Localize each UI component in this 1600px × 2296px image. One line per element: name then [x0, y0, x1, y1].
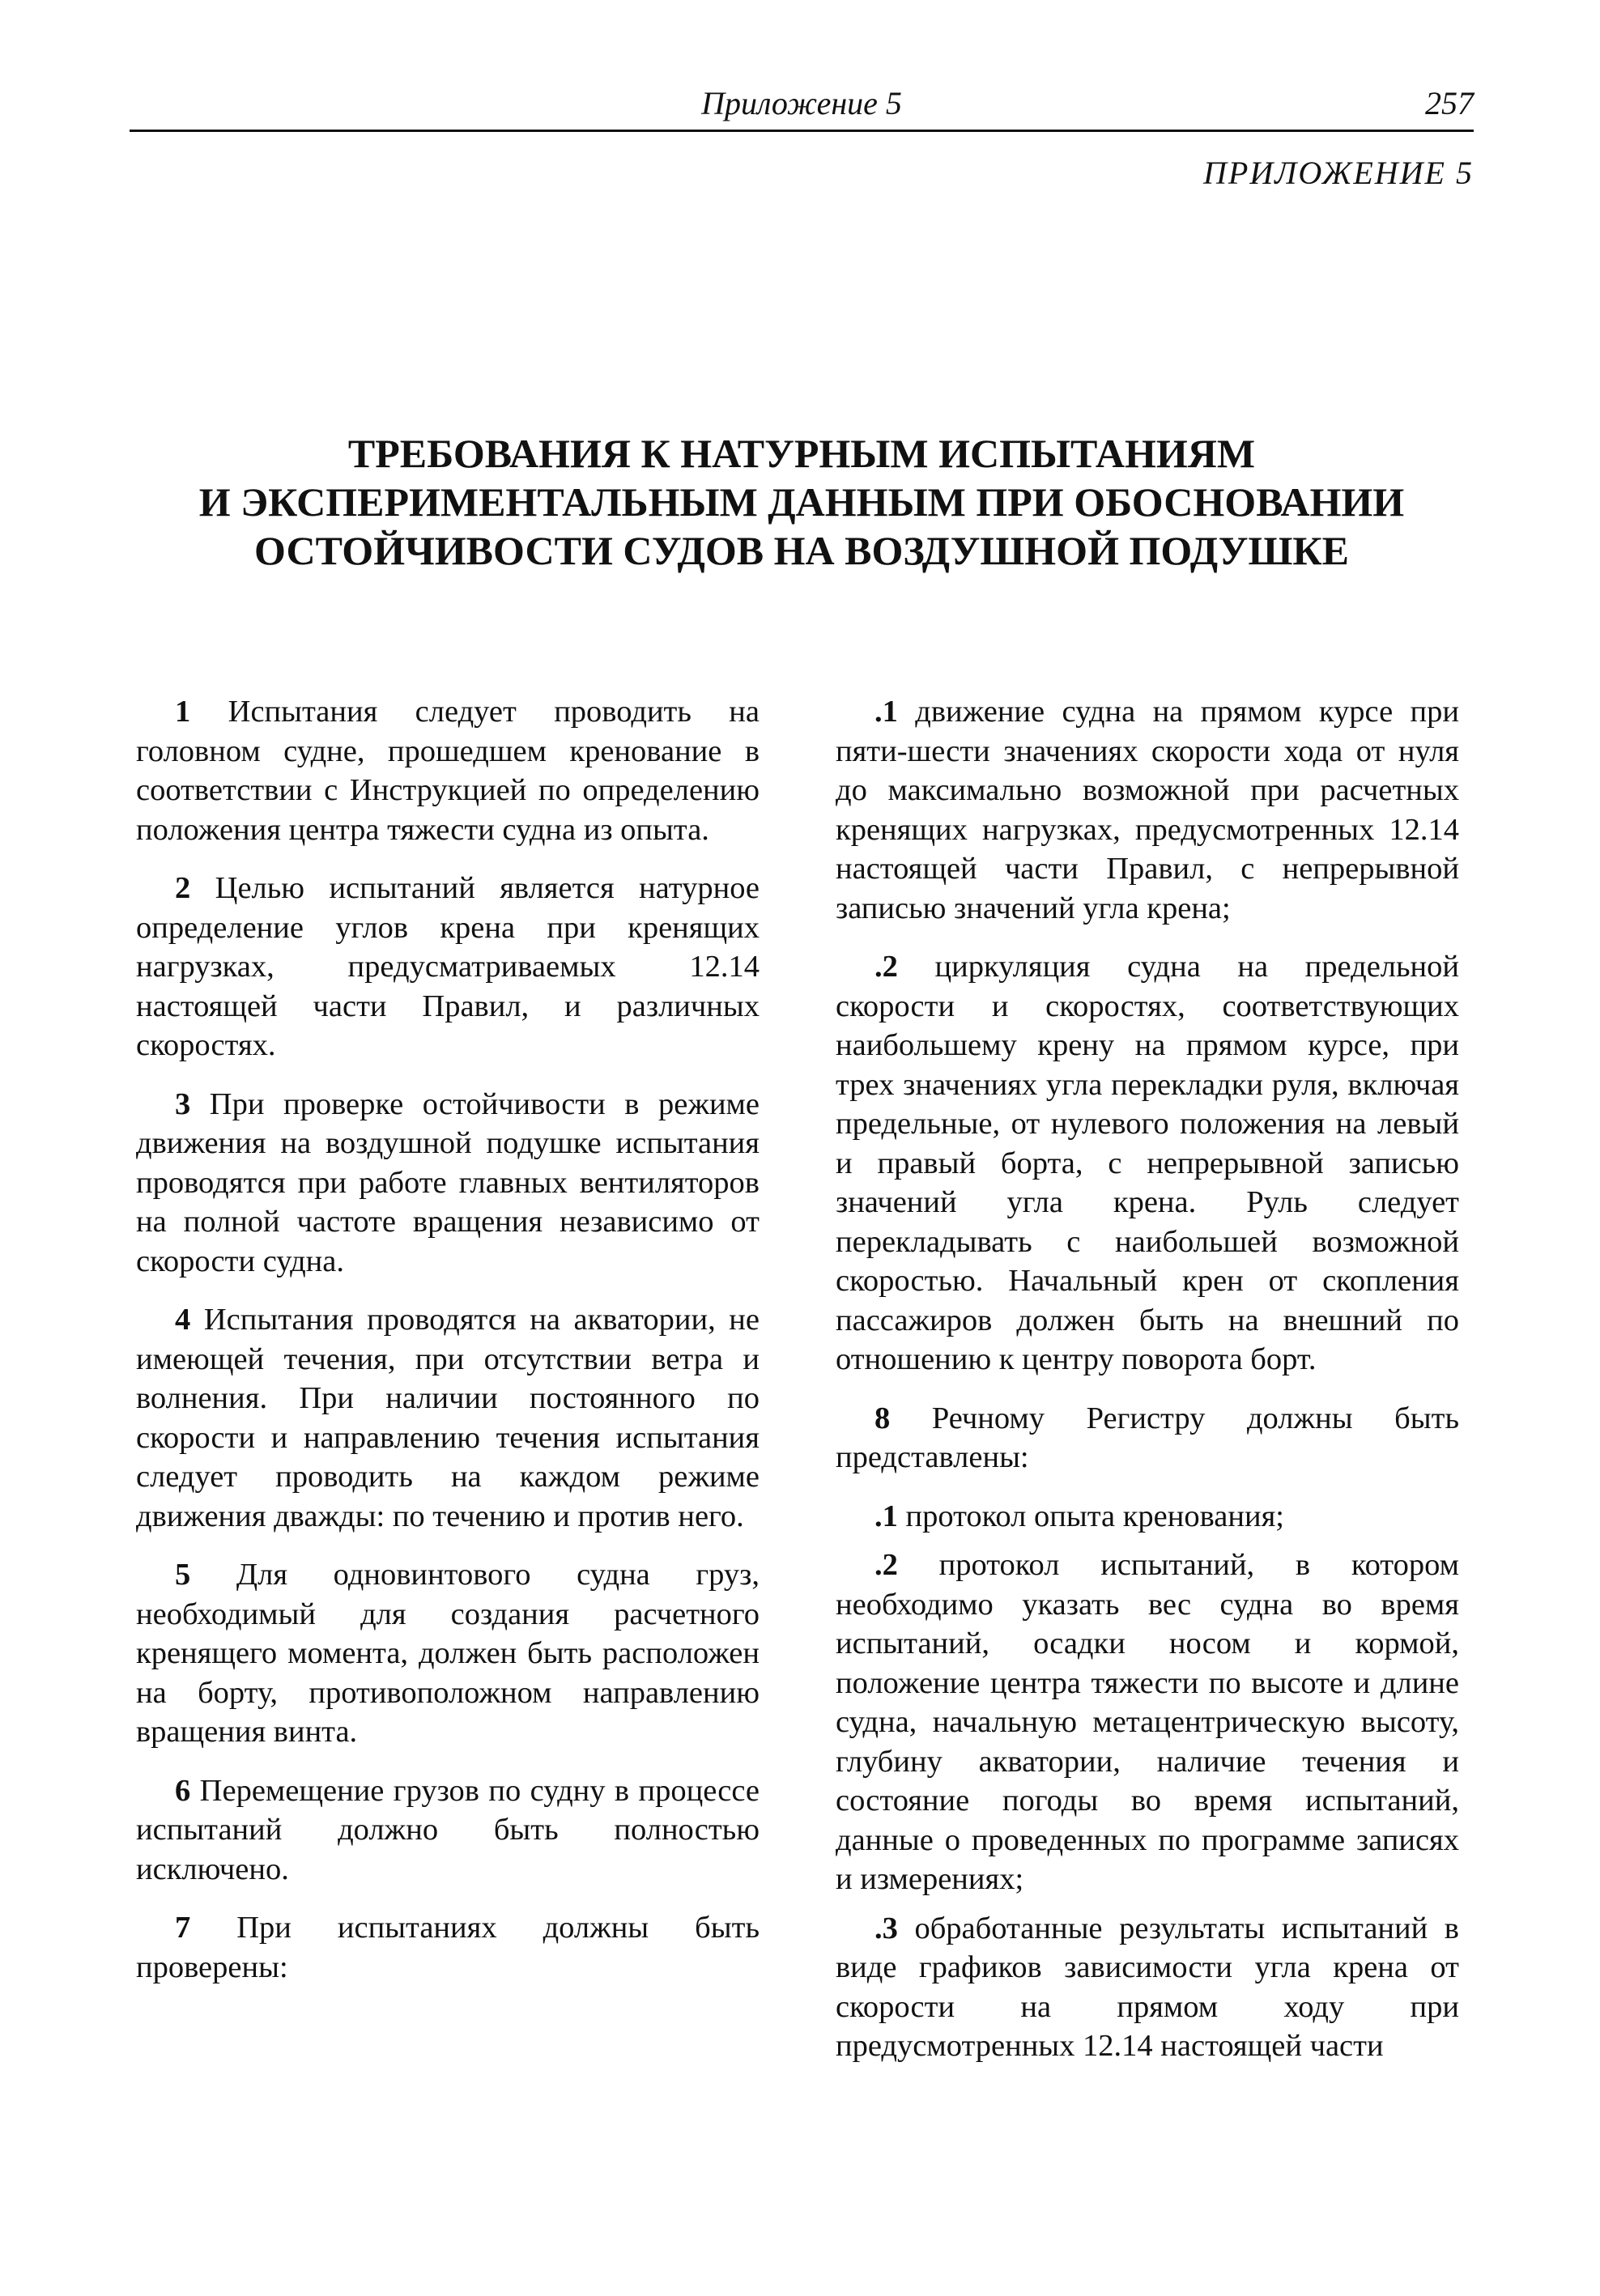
running-title: Приложение 5	[701, 85, 902, 121]
clause-8: 8 Речному Регистру должны быть представлены:	[836, 1401, 1459, 1474]
right-column	[836, 692, 1459, 2076]
clause-5: 5 Для одновинтового судна груз, необходимый для создания расчетного кренящего момента, должен быть расположен на борту, противоположном направлению вращения винта.	[136, 1558, 760, 1749]
title-line: И ЭКСПЕРИМЕНТАЛЬНЫМ ДАННЫМ ПРИ ОБОСНОВАНИИ	[198, 479, 1405, 525]
running-header	[130, 81, 1474, 132]
document-title	[130, 429, 1474, 575]
page-number: 257	[1425, 85, 1474, 121]
subclause-8-2: .2 протокол испытаний, в котором необходимо указать вес судна во время испытаний, осадки носом и кормой, положение центра тяжести по высоте и длине судна, начальную метацентрическую высоту, глубину акватории, наличие течения и состояние погоды во время испытаний, данные о проведенных по программе записях и измерениях;	[836, 1548, 1460, 1896]
clause-4: 4 Испытания проводятся на акватории, не имеющей течения, при отсутствии ветра и волнения. При наличии постоянного по скорости и направлению течения испытания следует проводить на каждом режиме движения дважды: по течению и против него.	[136, 1303, 760, 1533]
clause-1: 1 Испытания следует проводить на головном судне, прошедшем кренование в соответствии с Инструкцией по определению положения центра тяжести судна из опыта.	[136, 695, 760, 847]
subclause-7-2: .2 циркуляция судна на предельной скорости и скоростях, соответствующих наибольшему крену на прямом курсе, при трех значениях угла перекладки руля, включая предельные, от нулевого положения на левый и правый борта, с непрерывной записью значений угла крена. Руль следует перекладывать с наибольшей возможной скоростью. Начальный крен от скопления пассажиров должен быть на внешний по отношению к центру поворота борт.	[836, 950, 1460, 1376]
subclause-8-3: .3 обработанные результаты испытаний в виде графиков зависимости угла крена от скорости на прямом ходу при предусмотренных 12.14 настоящей части	[836, 1911, 1459, 2063]
subclause-8-1: .1 протокол опыта кренования;	[874, 1499, 1284, 1533]
title-line: ТРЕБОВАНИЯ К НАТУРНЫМ ИСПЫТАНИЯМ	[347, 431, 1256, 476]
appendix-label: ПРИЛОЖЕНИЕ 5	[1203, 155, 1474, 191]
clause-3: 3 При проверке остойчивости в режиме движения на воздушной подушке испытания проводятся при работе главных вентиляторов на полной частоте вращения независимо от скорости судна.	[136, 1086, 760, 1278]
clause-7: 7 При испытаниях должны быть проверены:	[136, 1911, 760, 1984]
clause-2: 2 Целью испытаний является натурное определение углов крена при кренящих нагрузках, предусматриваемых 12.14 настоящей части Правил, и различных скоростях.	[136, 871, 760, 1062]
subclause-7-1: .1 движение судна на прямом курсе при пяти-шести значениях скорости хода от нуля до максимально возможной при расчетных кренящих нагрузках, предусмотренных 12.14 настоящей части Правил, с непрерывной записью значений угла крена;	[836, 695, 1459, 925]
title-line: ОСТОЙЧИВОСТИ СУДОВ НА ВОЗДУШНОЙ ПОДУШКЕ	[254, 528, 1349, 573]
clause-6: 6 Перемещение грузов по судну в процессе испытаний должно быть полностью исключено.	[136, 1773, 760, 1886]
left-column	[136, 692, 760, 2006]
